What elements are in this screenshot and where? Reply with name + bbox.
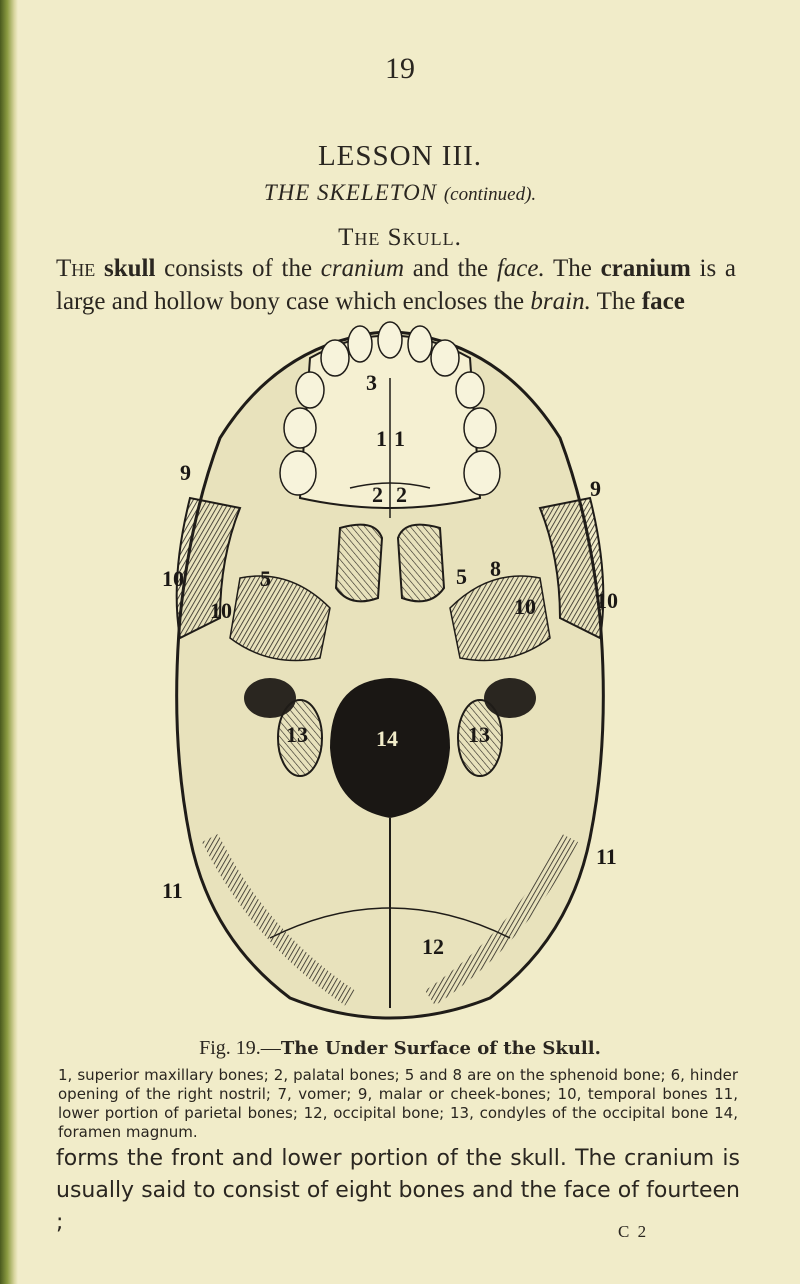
fig-label-13-right: 13 <box>468 722 490 747</box>
term-cranium: cranium <box>600 255 691 282</box>
subtitle-main: THE SKELETON <box>263 180 438 205</box>
para-text: The <box>552 255 592 282</box>
para-text: and the <box>412 255 489 282</box>
caption-prefix: Fig. 19.— <box>199 1037 281 1059</box>
intro-paragraph <box>56 252 736 318</box>
fig-label-8: 8 <box>490 556 501 581</box>
para-text: consists of the <box>164 255 313 282</box>
fig-label-11-right: 11 <box>596 844 617 869</box>
fig-label-2-right: 2 <box>396 482 407 507</box>
fig-label-1-left: 1 <box>376 426 387 451</box>
section-heading: The Skull. <box>338 224 462 251</box>
fig-label-10-far-left: 10 <box>162 566 184 591</box>
fig-label-9-right: 9 <box>590 476 601 501</box>
left-nostril-opening <box>336 525 382 602</box>
fig-label-10-right: 10 <box>514 594 536 619</box>
right-nostril-opening <box>398 525 444 602</box>
skull-underside-illustration <box>150 318 630 1030</box>
term-cranium-italic: cranium <box>320 255 405 282</box>
lesson-title: LESSON III. <box>317 140 483 172</box>
figure-legend: 1, superior maxillary bones; 2, palatal bones; 5 and 8 are on the sphenoid bone; 6, hinder opening of the right nostril; 7, vomer; 9, malar or cheek-bones; 10, temporal bones 11, lower portion of parietal bones; 12, occipital bone; 13, condyles of the occipital bone 14, foramen magnum. <box>58 1066 738 1141</box>
fig-label-9-left: 9 <box>180 460 191 485</box>
term-face-italic: face. <box>496 255 545 282</box>
fig-label-14: 14 <box>376 726 398 751</box>
fig-label-2-left: 2 <box>372 482 383 507</box>
term-brain-italic: brain. <box>530 288 591 315</box>
para-text: is a large and hollow bony case which encloses the <box>56 255 737 315</box>
fig-label-10-left: 10 <box>210 598 232 623</box>
term-face: face <box>641 288 685 315</box>
fig-label-5-left: 5 <box>260 566 271 591</box>
fig-label-1-right: 1 <box>394 426 405 451</box>
caption-title: The Under Surface of the Skull. <box>280 1038 601 1059</box>
body-paragraph: forms the front and lower portion of the skull. The cranium is usually said to consist of eight bones and the face of fourteen ; <box>56 1146 740 1235</box>
fig-label-5-right: 5 <box>456 564 467 589</box>
subtitle-continued: (continued). <box>443 184 537 205</box>
fig-label-13-left: 13 <box>286 722 308 747</box>
para-text: The <box>56 255 96 282</box>
page-number: 19 <box>385 52 415 85</box>
lesson-subtitle <box>0 180 800 206</box>
figure-caption <box>0 1037 800 1060</box>
fig-label-11-left: 11 <box>162 878 183 903</box>
term-skull: skull <box>103 255 156 282</box>
fig-label-3: 3 <box>366 370 377 395</box>
para-text: The <box>596 288 636 315</box>
fig-label-10-far-right: 10 <box>596 588 618 613</box>
fig-label-12: 12 <box>422 934 444 959</box>
printer-signature: C 2 <box>618 1222 649 1241</box>
